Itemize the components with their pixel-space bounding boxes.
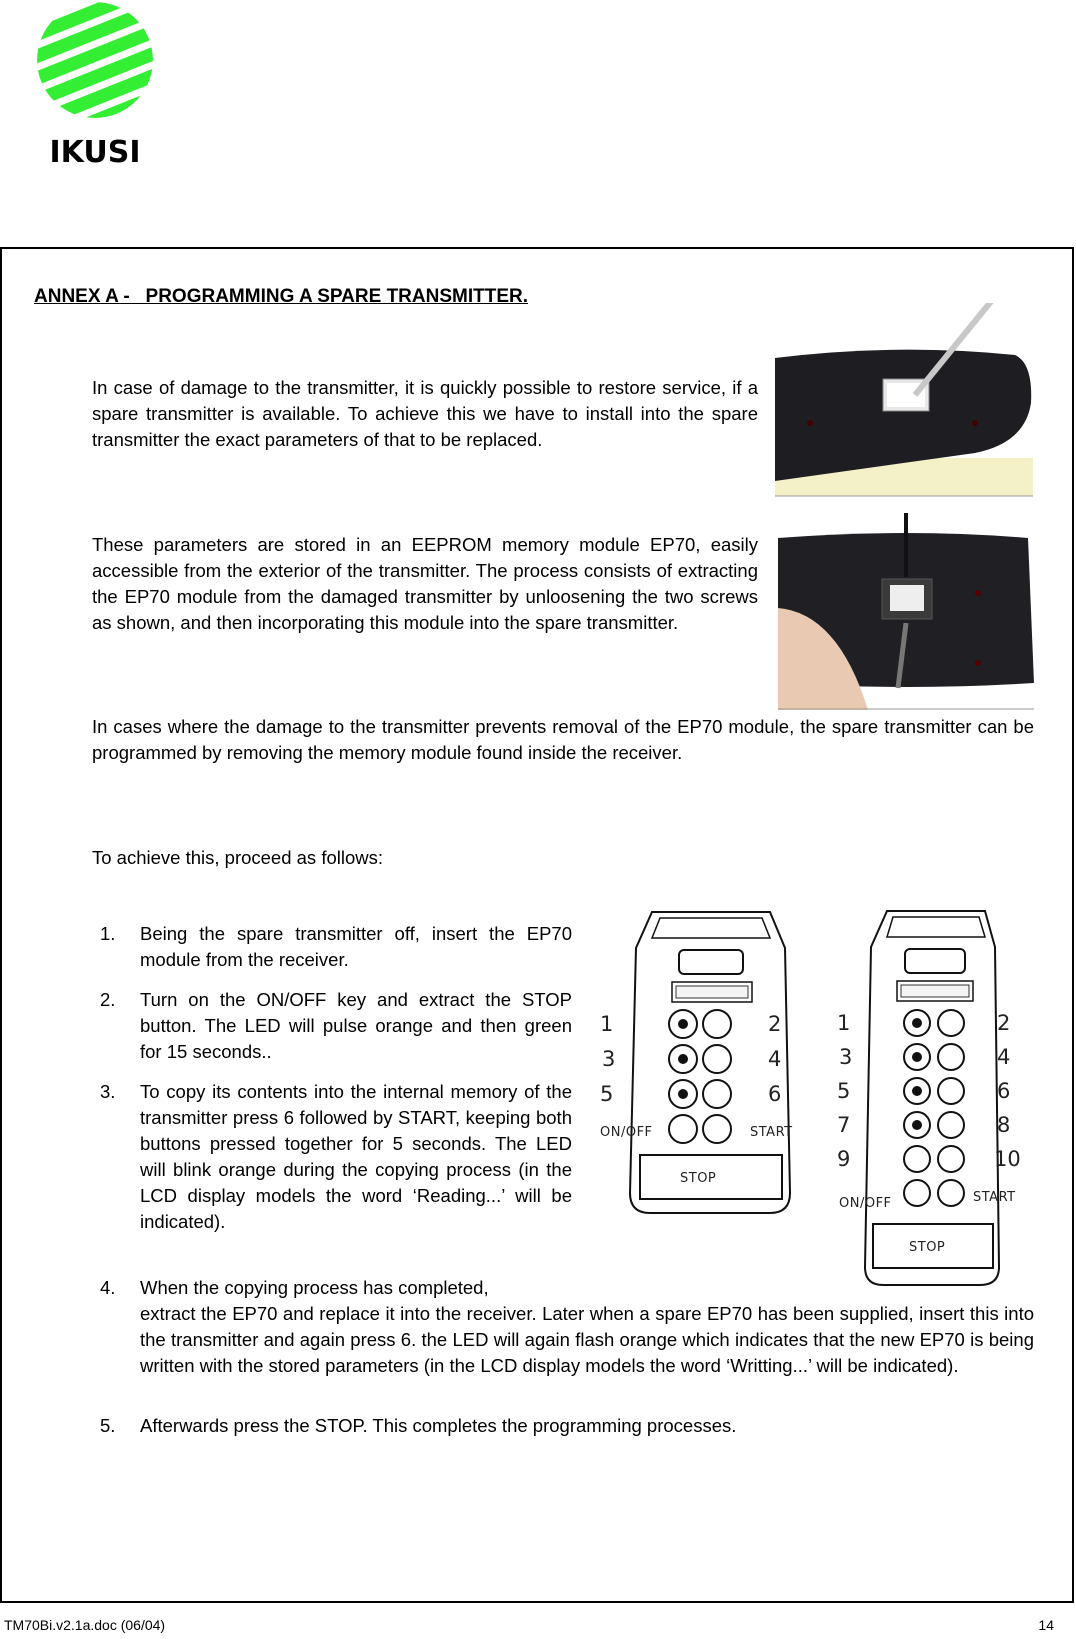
photo-transmitter-screwdriver — [775, 303, 1033, 502]
key-label: 2 — [997, 1011, 1011, 1035]
key-label: 5 — [837, 1079, 851, 1103]
key-label: 1 — [600, 1012, 614, 1036]
step-text-first: When the copying process has completed, — [140, 1277, 489, 1298]
annex-heading: ANNEX A - PROGRAMMING A SPARE TRANSMITTER. — [34, 286, 528, 307]
key-label: 4 — [997, 1045, 1011, 1069]
stop-label: STOP — [909, 1240, 946, 1255]
key-label: 9 — [837, 1147, 851, 1171]
step-number: 2. — [100, 989, 116, 1010]
footer-doc-id: TM70Bi.v2.1a.doc (06/04) — [4, 1617, 166, 1633]
paragraph-proceed: To achieve this, proceed as follows: — [92, 847, 384, 868]
paragraph-intro: In case of damage to the transmitter, it is quickly possible to restore service, if a spare transmitter is available. To achieve this we have to install into the spare transmitter the exact parameters of that to be replaced. — [92, 377, 758, 450]
step-number: 5. — [100, 1415, 116, 1436]
remote-10-buttons-diagram — [835, 907, 1035, 1294]
key-label: 6 — [768, 1082, 782, 1106]
onoff-label: ON/OFF — [839, 1196, 892, 1211]
step-text: Turn on the ON/OFF key and extract the STOP button. The LED will pulse orange and then green for 15 seconds.. — [140, 989, 572, 1062]
paragraph-eeprom: These parameters are stored in an EEPROM memory module EP70, easily accessible from the exterior of the transmitter. The process consists of extracting the EP70 module from the damaged transmitter by unloosening the two screws as shown, and then incorporating this module into the spare transmitter. — [92, 534, 758, 633]
key-label: 7 — [837, 1113, 851, 1137]
step-text-rest: extract the EP70 and replace it into the receiver. Later when a spare EP70 has been supplied, insert this into the transmitter and again press 6. the LED will again flash orange which indicates that the new EP70 is being written with the stored parameters (in the LCD display models the word ‘Writting...’ will be indicated). — [140, 1303, 1034, 1376]
key-label: 10 — [994, 1147, 1021, 1171]
footer-page-number: 14 — [1038, 1617, 1054, 1633]
key-label: 1 — [837, 1011, 851, 1035]
step-number: 4. — [100, 1277, 116, 1298]
stop-label: STOP — [680, 1171, 717, 1186]
key-label: 3 — [839, 1045, 853, 1069]
start-label: START — [750, 1125, 793, 1140]
key-label: 3 — [602, 1047, 616, 1071]
key-label: 8 — [997, 1113, 1011, 1137]
step-text: To copy its contents into the internal memory of the transmitter press 6 followed by START, keeping both buttons pressed together for 5 seconds. The LED will blink orange during the copying process (in the LCD display models the word ‘Reading...’ will be indicated). — [140, 1081, 572, 1232]
step-number: 1. — [100, 923, 116, 944]
key-label: 6 — [997, 1079, 1011, 1103]
step-text: Being the spare transmitter off, insert the EP70 module from the receiver. — [140, 923, 572, 970]
key-label: 5 — [600, 1082, 614, 1106]
key-label: 4 — [768, 1047, 782, 1071]
ikusi-logo — [30, 0, 160, 175]
key-label: 2 — [768, 1012, 782, 1036]
remote-6-buttons-diagram — [600, 908, 825, 1225]
paragraph-receiver: In cases where the damage to the transmitter prevents removal of the EP70 module, the spare transmitter can be programmed by removing the memory module found inside the receiver. — [92, 716, 1034, 763]
start-label: START — [973, 1190, 1016, 1205]
step-text: Afterwards press the STOP. This completes the programming processes. — [140, 1415, 737, 1436]
step-number: 3. — [100, 1081, 116, 1102]
logo-text: IKUSI — [49, 135, 141, 170]
onoff-label: ON/OFF — [600, 1125, 653, 1140]
photo-unscrew-module — [778, 513, 1034, 715]
